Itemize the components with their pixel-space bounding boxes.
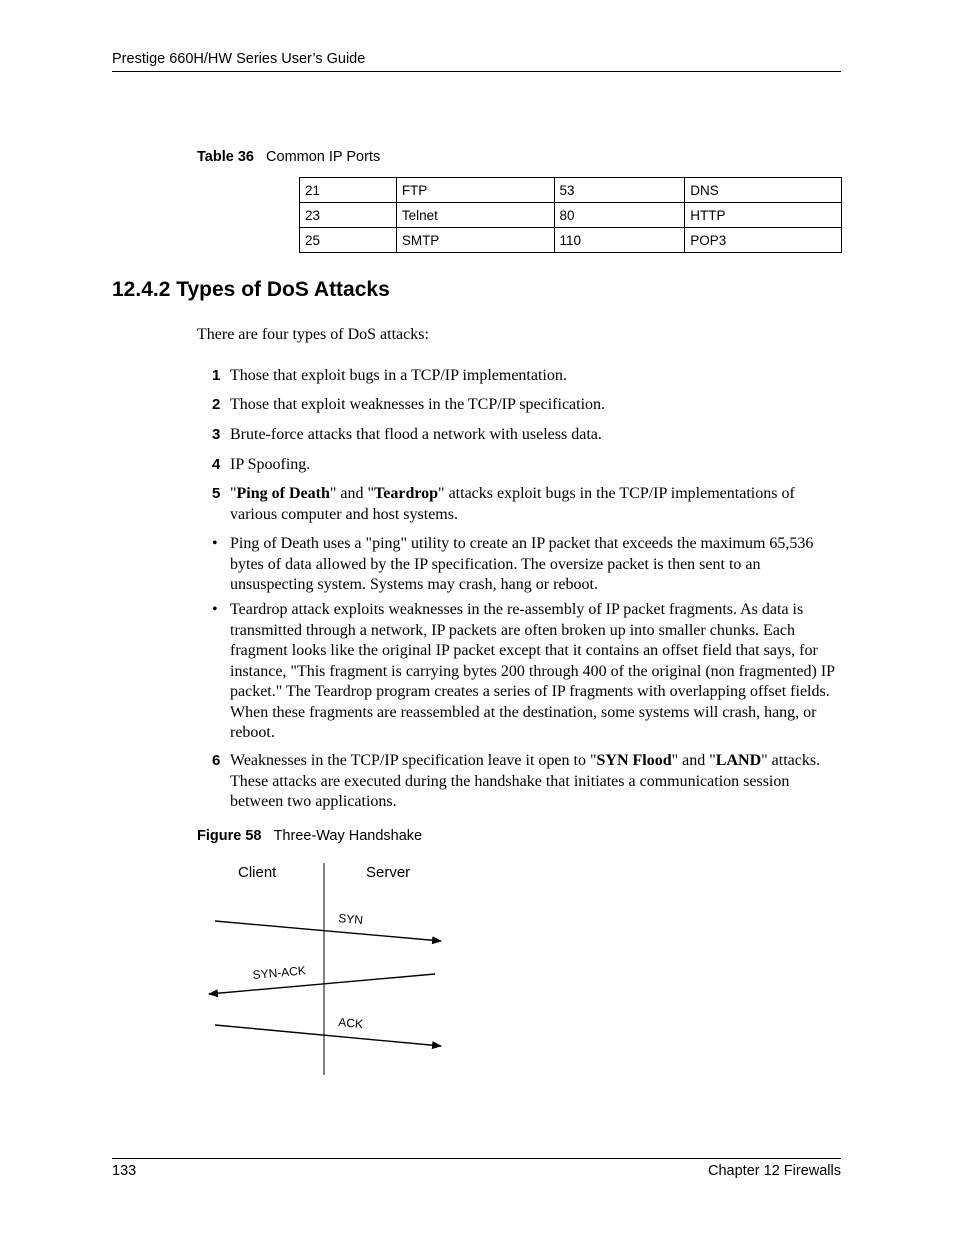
table-caption [197, 149, 380, 165]
figure-caption-text: Three-Way Handshake [273, 828, 423, 844]
list-number: 2 [212, 396, 221, 413]
table-cell: 25 [300, 228, 397, 253]
section-title: 12.4.2 Types of DoS Attacks [112, 278, 390, 301]
figure-caption-label: Figure 58 [197, 828, 262, 844]
table-cell: Telnet [396, 203, 554, 228]
three-way-handshake-diagram [205, 858, 445, 1078]
syn-ack-label: SYN-ACK [252, 963, 307, 982]
term-ping-of-death: Ping of Death [236, 485, 330, 502]
table-caption-label: Table 36 [197, 149, 254, 165]
table-cell: 80 [554, 203, 685, 228]
table-row [300, 203, 842, 228]
page-number: 133 [112, 1163, 137, 1179]
intro-paragraph: There are four types of DoS attacks: [197, 326, 429, 343]
server-label: Server [366, 864, 411, 881]
bullet-item: Ping of Death uses a "ping" utility to create an IP packet that exceeds the maximum 65,536 bytes of data allowed by the IP specification. The oversize packet is then sent to an unsuspecting system. Systems may crash, hang or reboot. [230, 535, 814, 593]
syn-ack-arrow [209, 974, 435, 994]
table-row [300, 178, 842, 203]
bullet-symbol: • [212, 535, 218, 552]
term-teardrop: Teardrop [374, 485, 439, 502]
list-item: IP Spoofing. [230, 456, 311, 473]
common-ip-ports-table [299, 177, 842, 253]
table-row [300, 228, 842, 253]
term-land: LAND [715, 752, 762, 769]
bullet-item: Teardrop attack exploits weaknesses in the re-assembly of IP packet fragments. As data is transmitted through a network, IP packets are often broken up into smaller chunks. Each fragment looks like the original IP packet except that it contains an offset field that says, for instance, "This fragment is carrying bytes 200 through 400 of the original (non fragmented) IP packet." The Teardrop program creates a series of IP fragments with overlapping offset fields. When these fragments are reassembled at the destination, some systems will crash, hang, or reboot. [230, 601, 835, 741]
figure-caption [197, 828, 422, 844]
list-item: Brute-force attacks that flood a network with useless data. [230, 426, 602, 443]
list-item: Those that exploit weaknesses in the TCP/IP specification. [230, 396, 606, 413]
list-item: "Ping of Death" and "Teardrop" attacks exploit bugs in the TCP/IP implementations of various computer and host systems. [230, 485, 795, 523]
syn-label: SYN [337, 911, 364, 928]
list-item: Those that exploit bugs in a TCP/IP implementation. [230, 367, 567, 384]
table-cell: 53 [554, 178, 685, 203]
list-number: 3 [212, 426, 221, 443]
table-cell: 23 [300, 203, 397, 228]
table-cell: POP3 [685, 228, 842, 253]
table-cell: SMTP [396, 228, 554, 253]
list-number: 5 [212, 485, 221, 502]
list-number: 4 [212, 456, 221, 473]
list-number: 6 [212, 752, 221, 769]
list-number: 1 [212, 367, 221, 384]
table-cell: HTTP [685, 203, 842, 228]
footer-divider [112, 1158, 841, 1159]
table-cell: 21 [300, 178, 397, 203]
table-cell: FTP [396, 178, 554, 203]
ack-label: ACK [337, 1015, 364, 1032]
list-item: Weaknesses in the TCP/IP specification leave it open to "SYN Flood" and "LAND" attacks. These attacks are executed during the handshake that initiates a communication session between two applications. [230, 752, 821, 810]
header-divider [112, 71, 841, 72]
chapter-title: Chapter 12 Firewalls [708, 1163, 841, 1179]
table-cell: DNS [685, 178, 842, 203]
client-label: Client [238, 864, 277, 881]
bullet-symbol: • [212, 601, 218, 618]
syn-arrow [215, 921, 441, 941]
running-header: Prestige 660H/HW Series User’s Guide [112, 51, 366, 67]
table-caption-text: Common IP Ports [266, 149, 381, 165]
table-cell: 110 [554, 228, 685, 253]
term-syn-flood: SYN Flood [596, 752, 672, 769]
ack-arrow [215, 1025, 441, 1046]
